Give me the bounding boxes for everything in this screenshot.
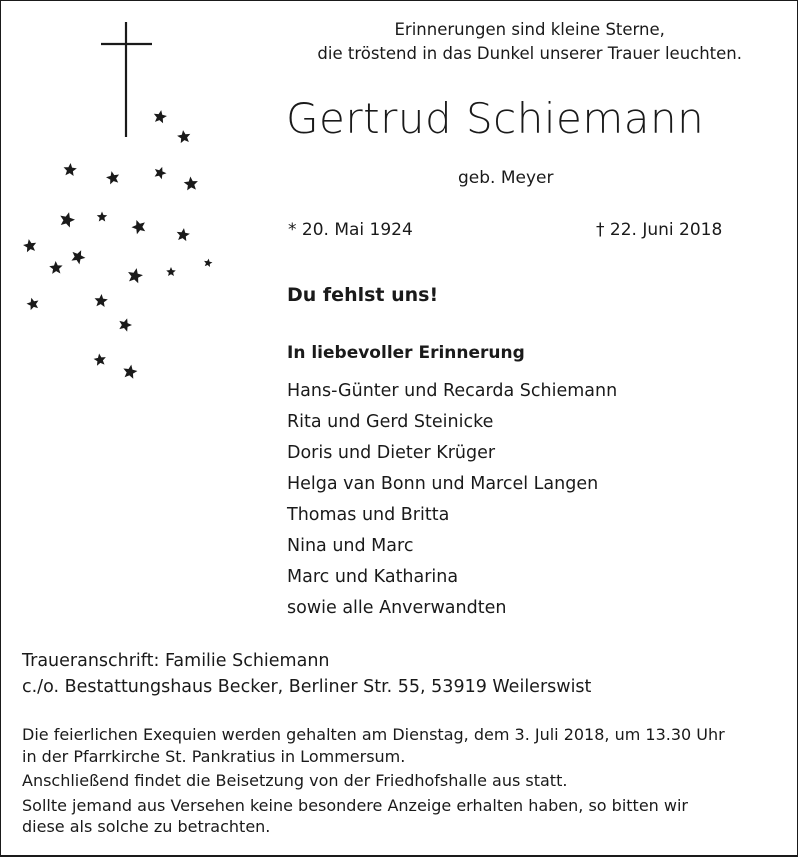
mourner-item: Hans-Günter und Recarda Schiemann bbox=[287, 381, 618, 401]
star-icon bbox=[27, 298, 39, 310]
notes-line-3: Anschließend findet die Beisetzung von der Friedhofshalle aus statt. bbox=[22, 771, 568, 790]
star-icon bbox=[155, 167, 167, 179]
notes-line-2: in der Pfarrkirche St. Pankratius in Lommersum. bbox=[22, 746, 406, 766]
star-icon bbox=[64, 163, 77, 176]
cross-icon bbox=[101, 22, 152, 137]
star-icon bbox=[154, 110, 167, 123]
star-icon bbox=[177, 130, 190, 143]
star-icon bbox=[123, 365, 137, 379]
address-line-2: c./o. Bestattungshaus Becker, Berliner Str. 55, 53919 Weilerswist bbox=[22, 677, 592, 697]
star-icon bbox=[95, 294, 108, 307]
notes-line-4: Sollte jemand aus Versehen keine besondere Anzeige erhalten haben, so bitten wir bbox=[22, 795, 688, 815]
mourner-item: Doris und Dieter Krüger bbox=[287, 443, 496, 463]
star-icon bbox=[71, 250, 85, 264]
star-icon bbox=[97, 212, 107, 222]
address-line-1: Traueranschrift: Familie Schiemann bbox=[22, 651, 330, 671]
star-icon bbox=[166, 267, 176, 276]
remembrance-heading: In liebevoller Erinnerung bbox=[287, 343, 525, 363]
missing-message: Du fehlst uns! bbox=[287, 284, 439, 306]
mourner-item: Rita und Gerd Steinicke bbox=[287, 412, 494, 432]
notes-line-5: diese als solche zu betrachten. bbox=[22, 817, 271, 836]
star-icon bbox=[184, 177, 198, 191]
mourners-list bbox=[287, 376, 617, 624]
star-icon bbox=[49, 261, 62, 274]
mourner-item: Marc und Katharina bbox=[287, 567, 459, 587]
star-icon bbox=[177, 228, 190, 241]
birth-date: * 20. Mai 1924 bbox=[288, 220, 413, 240]
mourner-item: sowie alle Anverwandten bbox=[287, 598, 507, 618]
star-icon bbox=[106, 171, 119, 184]
cross-and-stars-decoration bbox=[0, 0, 260, 400]
mourner-item: Thomas und Britta bbox=[287, 505, 450, 525]
memorial-quote bbox=[317, 18, 742, 66]
star-icon bbox=[119, 318, 132, 331]
star-icon bbox=[132, 220, 146, 234]
funeral-notes bbox=[22, 724, 725, 838]
stars-group bbox=[23, 110, 212, 379]
mourner-item: Helga van Bonn und Marcel Langen bbox=[287, 474, 599, 494]
star-icon bbox=[94, 354, 106, 366]
birth-name: geb. Meyer bbox=[458, 168, 554, 188]
quote-line-2: die tröstend in das Dunkel unserer Trauer leuchten. bbox=[317, 44, 742, 63]
star-icon bbox=[23, 239, 36, 252]
star-icon bbox=[204, 259, 212, 267]
mourning-address bbox=[22, 648, 591, 700]
star-icon bbox=[128, 268, 143, 283]
quote-line-1: Erinnerungen sind kleine Sterne, bbox=[394, 20, 665, 39]
death-date: † 22. Juni 2018 bbox=[596, 220, 723, 240]
star-icon bbox=[60, 212, 75, 227]
deceased-name: Gertrud Schiemann bbox=[286, 94, 705, 143]
mourner-item: Nina und Marc bbox=[287, 536, 414, 556]
notes-line-1: Die feierlichen Exequien werden gehalten am Dienstag, dem 3. Juli 2018, um 13.30 Uhr bbox=[22, 725, 725, 744]
